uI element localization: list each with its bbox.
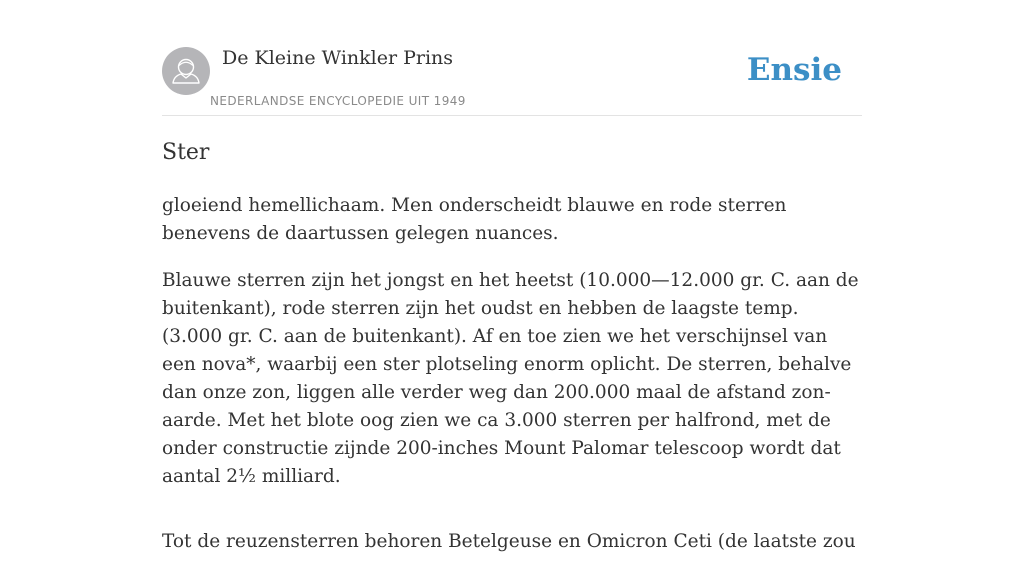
user-icon	[162, 47, 210, 95]
header-divider	[162, 115, 862, 116]
avatar[interactable]	[162, 47, 210, 95]
article-body	[162, 192, 862, 575]
author-name[interactable]: De Kleine Winkler Prins	[222, 47, 454, 69]
encyclopedia-subtitle: NEDERLANDSE ENCYCLOPEDIE UIT 1949	[210, 94, 466, 108]
ensie-logo[interactable]: Ensie	[746, 52, 842, 88]
article-paragraph: Blauwe sterren zijn het jongst en het heetst (10.000—12.000 gr. C. aan de buitenkant), rode sterren zijn het oudst en hebben de laagste temp. (3.000 gr. C. aan de buitenkant). Af en toe zien we het verschijnsel van een nova*, waarbij een ster plotseling enorm oplicht. De sterren, behalve dan onze zon, liggen alle verder weg dan 200.000 maal de afstand zon-aarde. Met het blote oog zien we ca 3.000 sterren per halfrond, met de onder constructie zijnde 200-inches Mount Palomar telescoop wordt dat aantal 2½ milliard.	[162, 270, 859, 487]
article-paragraph: Tot de reuzensterren behoren Betelgeuse en Omicron Ceti (de laatste zou	[162, 531, 856, 552]
article-paragraph: gloeiend hemellichaam. Men onderscheidt blauwe en rode sterren benevens de daartussen gelegen nuances.	[162, 195, 787, 244]
page-title: Ster	[162, 140, 210, 165]
